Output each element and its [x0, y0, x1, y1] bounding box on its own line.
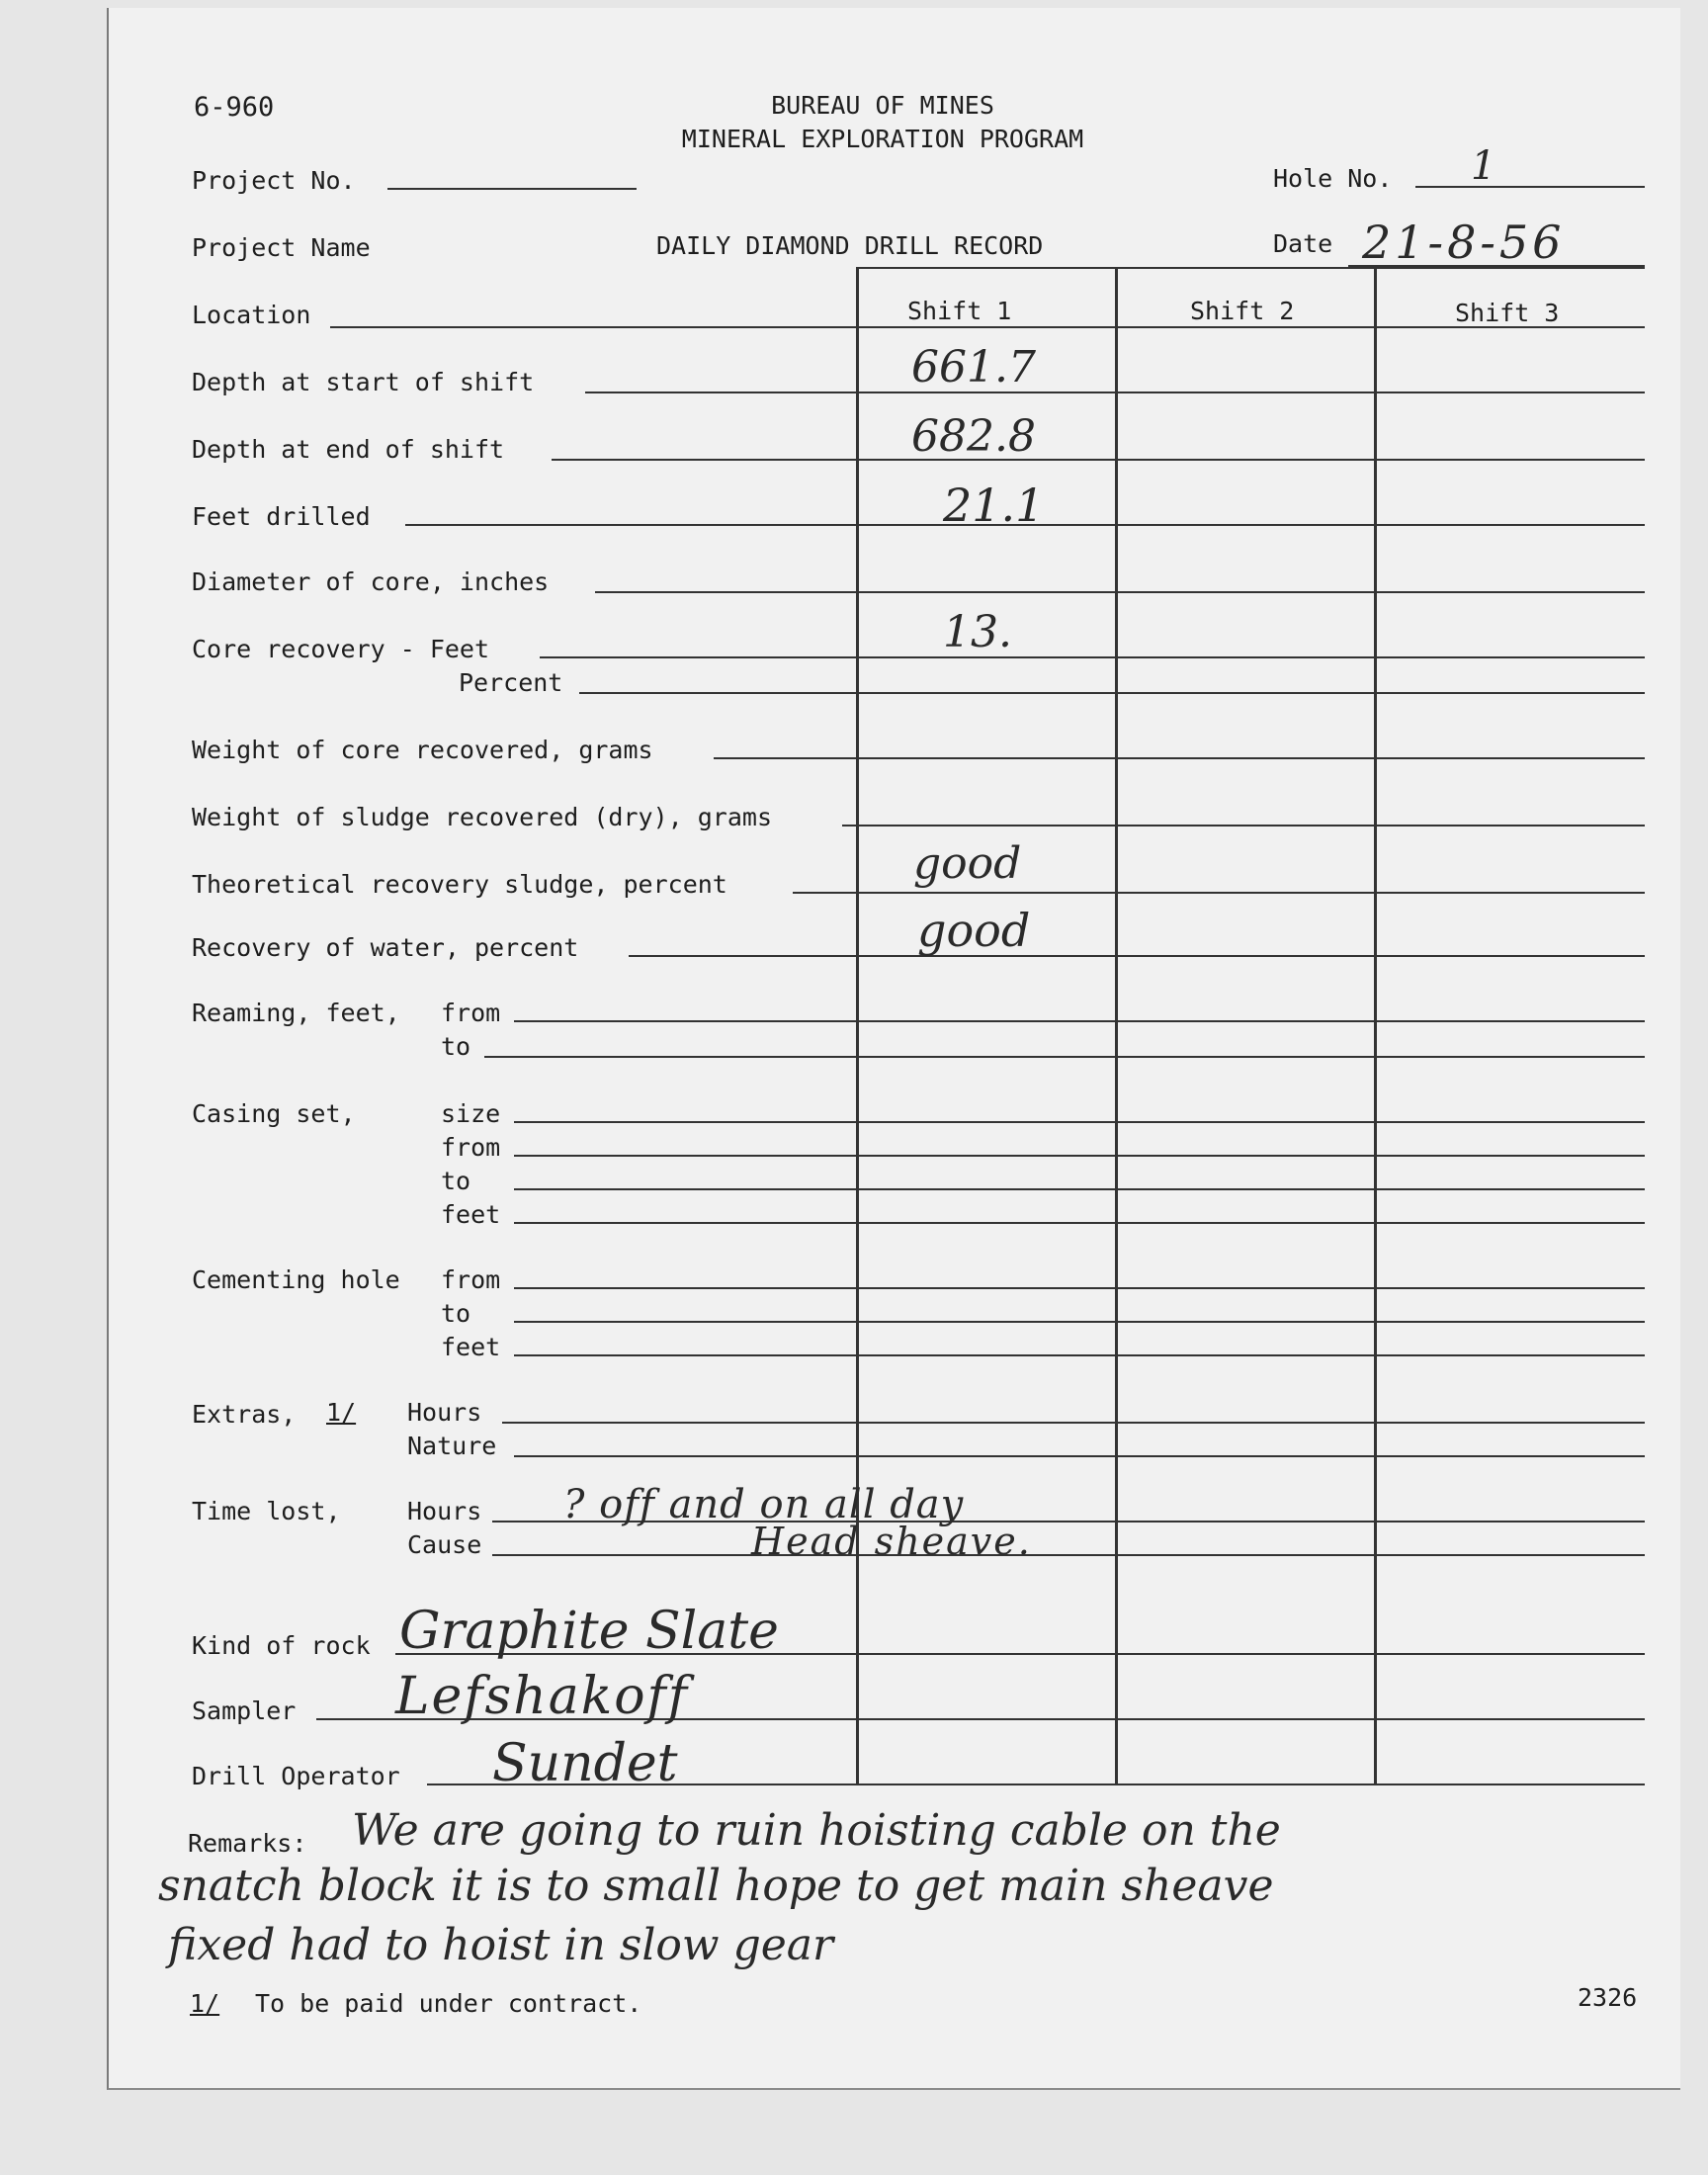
- shift1-time-lost-cause: Head sheave.: [751, 1520, 1032, 1563]
- page-number: 2326: [1578, 1983, 1638, 2012]
- table-top-line: [856, 267, 1645, 269]
- shift1-depth-end: 682.8: [911, 411, 1036, 462]
- casing-feet-label: feet: [441, 1200, 501, 1229]
- shift1-depth-start: 661.7: [911, 342, 1036, 392]
- feet-drilled-label: Feet drilled: [192, 502, 371, 531]
- kind-rock-label: Kind of rock: [192, 1631, 371, 1660]
- reaming-label: Reaming, feet,: [192, 999, 400, 1027]
- cementing-label: Cementing hole: [192, 1265, 400, 1294]
- casing-to-label: to: [441, 1167, 471, 1195]
- core-recovery-label: Core recovery - Feet: [192, 635, 490, 663]
- footnote-marker: 1/: [190, 1989, 220, 2018]
- hole-no-label: Hole No.: [1273, 164, 1393, 193]
- remarks-label: Remarks:: [188, 1829, 307, 1858]
- reaming-from-line: [514, 1020, 1645, 1022]
- remarks-line-1: We are going to ruin hoisting cable on the: [352, 1805, 1281, 1856]
- weight-sludge-line: [842, 825, 1645, 826]
- date-label: Date: [1273, 229, 1333, 258]
- extras-label: Extras,: [192, 1400, 297, 1429]
- casing-to-line: [514, 1188, 1645, 1190]
- casing-label: Casing set,: [192, 1099, 356, 1128]
- diameter-label: Diameter of core, inches: [192, 567, 550, 596]
- depth-start-label: Depth at start of shift: [192, 368, 535, 396]
- theoretical-label: Theoretical recovery sludge, percent: [192, 870, 727, 899]
- theoretical-line: [793, 892, 1645, 894]
- extras-footnote-ref: 1/: [326, 1398, 357, 1427]
- program-title: MINERAL EXPLORATION PROGRAM: [681, 125, 1084, 153]
- shift1-water: good: [917, 904, 1031, 957]
- weight-sludge-label: Weight of sludge recovered (dry), grams: [192, 803, 772, 831]
- time-lost-cause-label: Cause: [407, 1530, 482, 1559]
- cementing-to-line: [514, 1321, 1645, 1323]
- cementing-from-line: [514, 1287, 1645, 1289]
- drill-operator-label: Drill Operator: [192, 1762, 400, 1790]
- sampler-label: Sampler: [192, 1696, 297, 1725]
- shift1-time-lost-hours: ? off and on all day: [563, 1482, 965, 1527]
- cementing-to-label: to: [441, 1299, 471, 1328]
- weight-core-line: [714, 757, 1645, 759]
- shift3-header: Shift 3: [1455, 299, 1560, 327]
- casing-size-label: size: [441, 1099, 501, 1128]
- hole-no-line: [1415, 186, 1645, 188]
- shift2-header: Shift 2: [1190, 297, 1295, 325]
- reaming-from-label: from: [441, 999, 501, 1027]
- shift1-header: Shift 1: [907, 297, 1012, 325]
- form-number: 6-960: [194, 92, 275, 123]
- location-label: Location: [192, 301, 311, 329]
- shift1-theoretical: good: [913, 838, 1022, 889]
- casing-from-label: from: [441, 1133, 501, 1162]
- remarks-line-2: snatch block it is to small hope to get main sheave: [158, 1861, 1274, 1911]
- reaming-to-line: [484, 1056, 1645, 1058]
- depth-end-line: [552, 459, 1645, 461]
- drill-operator-value: Sundet: [492, 1734, 678, 1793]
- depth-end-label: Depth at end of shift: [192, 435, 505, 464]
- casing-from-line: [514, 1155, 1645, 1157]
- agency-title: BUREAU OF MINES: [771, 91, 994, 120]
- reaming-to-label: to: [441, 1032, 471, 1061]
- time-lost-cause-line: [492, 1554, 1645, 1556]
- weight-core-label: Weight of core recovered, grams: [192, 736, 653, 764]
- shift1-core-recovery: 13.: [943, 607, 1012, 657]
- hole-no-value: 1: [1471, 143, 1496, 189]
- cementing-from-label: from: [441, 1265, 501, 1294]
- casing-feet-line: [514, 1222, 1645, 1224]
- project-name-label: Project Name: [192, 233, 371, 262]
- date-value: 21-8-56: [1362, 216, 1566, 269]
- percent-label: Percent: [459, 668, 563, 697]
- extras-nature-label: Nature: [407, 1432, 497, 1460]
- casing-size-line: [514, 1121, 1645, 1123]
- shift1-feet-drilled: 21.1: [943, 478, 1045, 532]
- time-lost-hours-label: Hours: [407, 1497, 482, 1525]
- sampler-value: Lefshakoff: [395, 1667, 690, 1726]
- diameter-line: [595, 591, 1645, 593]
- water-line: [629, 955, 1645, 957]
- shift2-column-divider: [1115, 267, 1118, 1785]
- footnote-text: To be paid under contract.: [255, 1989, 642, 2018]
- percent-line: [579, 692, 1645, 694]
- extras-hours-line: [502, 1422, 1645, 1424]
- cementing-feet-line: [514, 1354, 1645, 1356]
- shift3-column-divider: [1374, 267, 1377, 1785]
- project-no-line: [387, 188, 637, 190]
- remarks-line-3: fixed had to hoist in slow gear: [168, 1920, 834, 1970]
- kind-rock-value: Graphite Slate: [399, 1602, 779, 1661]
- time-lost-label: Time lost,: [192, 1497, 341, 1525]
- record-title: DAILY DIAMOND DRILL RECORD: [656, 231, 1044, 260]
- cementing-feet-label: feet: [441, 1333, 501, 1361]
- water-label: Recovery of water, percent: [192, 933, 579, 962]
- project-no-label: Project No.: [192, 166, 356, 195]
- extras-hours-label: Hours: [407, 1398, 482, 1427]
- location-line: [330, 326, 1645, 328]
- core-recovery-line: [540, 656, 1645, 658]
- extras-nature-line: [514, 1455, 1645, 1457]
